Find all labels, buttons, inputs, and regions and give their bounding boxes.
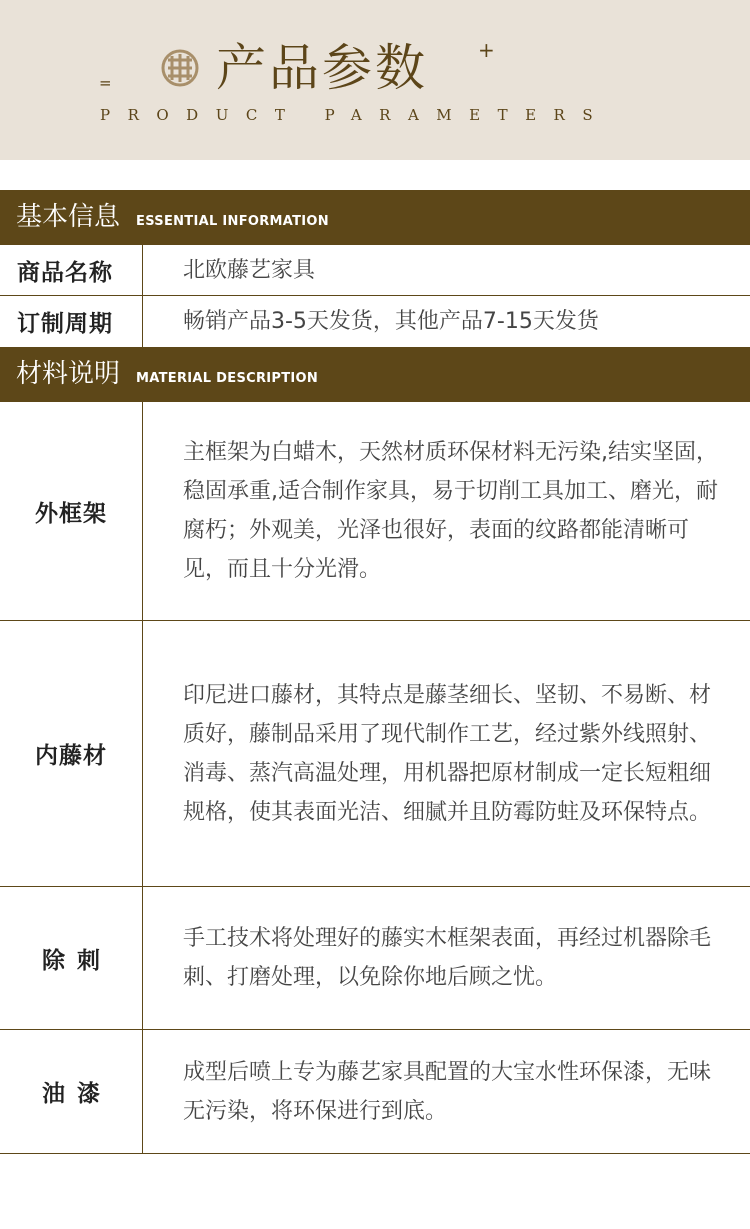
lattice-knot-icon	[160, 48, 200, 88]
table-row	[0, 1030, 750, 1154]
row-value: 成型后喷上专为藤艺家具配置的大宝水性环保漆，无味无污染，将环保进行到底。	[183, 1059, 712, 1124]
table-row	[0, 296, 750, 347]
row-label: 内藤材	[0, 621, 143, 886]
table-row	[0, 245, 750, 296]
row-label: 油漆	[0, 1030, 143, 1153]
section-header-material	[0, 347, 750, 402]
table-row	[0, 621, 750, 887]
row-label: 商品名称	[0, 245, 143, 295]
section-header-basic	[0, 190, 750, 245]
section-title-cn: 基本信息	[16, 202, 121, 232]
row-value: 手工技术将处理好的藤实木框架表面，再经过机器除毛刺、打磨处理，以免除你地后顾之忧。	[183, 926, 712, 990]
plus-mark: +	[478, 38, 495, 62]
page-title: 产品参数	[216, 39, 428, 97]
header-band	[0, 0, 750, 160]
section-title-cn: 材料说明	[16, 359, 121, 389]
row-value: 主框架为白蜡木，天然材质环保材料无污染,结实坚固，稳固承重,适合制作家具，易于切削工具加工、磨光，耐腐朽；外观美，光泽也很好，表面的纹路都能清晰可见，而且十分光滑。	[183, 440, 718, 582]
table-row	[0, 887, 750, 1030]
row-label: 除刺	[0, 887, 143, 1029]
row-value: 北欧藤艺家具	[183, 257, 316, 283]
row-label: 外框架	[0, 402, 143, 620]
row-value: 印尼进口藤材，其特点是藤茎细长、坚韧、不易断、材质好，藤制品采用了现代制作工艺，经过紫外线照射、消毒、蒸汽高温处理，用机器把原材制成一定长短粗细规格，使其表面光洁、细腻并且防霉防蛀及环保特点。	[183, 682, 712, 825]
page-subtitle: PRODUCT PARAMETERS	[100, 106, 611, 124]
row-value: 畅销产品3-5天发货，其他产品7-15天发货	[183, 309, 599, 334]
parameter-table	[0, 190, 750, 1154]
row-label: 订制周期	[0, 296, 143, 347]
equal-mark: =	[99, 74, 112, 92]
section-title-en: ESSENTIAL INFORMATION	[136, 214, 329, 229]
section-title-en: MATERIAL DESCRIPTION	[136, 371, 319, 386]
table-row	[0, 402, 750, 621]
